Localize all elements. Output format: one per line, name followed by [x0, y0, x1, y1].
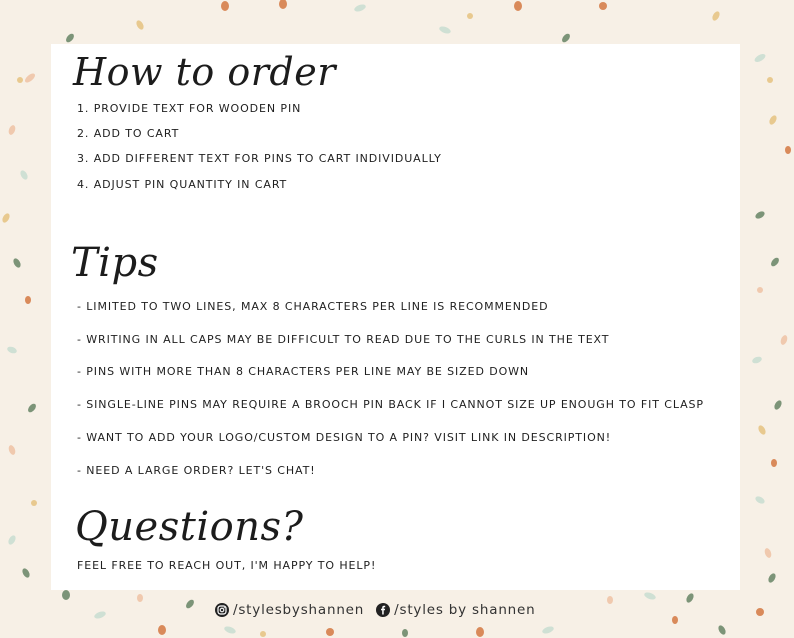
instagram-handle: /stylesbyshannen	[233, 602, 365, 618]
order-step: 2. ADD TO CART	[77, 127, 180, 140]
facebook-icon	[376, 603, 390, 617]
instagram-link[interactable]	[215, 602, 364, 618]
tip-item: - SINGLE-LINE PINS MAY REQUIRE A BROOCH PIN BACK IF I CANNOT SIZE UP ENOUGH TO FIT CLASP	[77, 398, 704, 411]
facebook-link[interactable]	[376, 602, 535, 618]
order-step: 3. ADD DIFFERENT TEXT FOR PINS TO CART INDIVIDUALLY	[77, 152, 442, 165]
tip-item: - PINS WITH MORE THAN 8 CHARACTERS PER LINE MAY BE SIZED DOWN	[77, 365, 530, 378]
questions-heading: Questions?	[75, 504, 304, 550]
social-footer	[215, 602, 536, 618]
instagram-icon	[215, 603, 229, 617]
tips-heading: Tips	[71, 240, 159, 286]
order-heading: How to order	[73, 50, 336, 94]
facebook-handle: /styles by shannen	[394, 602, 536, 618]
tip-item: - NEED A LARGE ORDER? LET'S CHAT!	[77, 464, 316, 477]
tip-item: - WANT TO ADD YOUR LOGO/CUSTOM DESIGN TO A PIN? VISIT LINK IN DESCRIPTION!	[77, 431, 612, 444]
questions-text: FEEL FREE TO REACH OUT, I'M HAPPY TO HELP!	[77, 559, 377, 572]
order-step: 4. ADJUST PIN QUANTITY IN CART	[77, 178, 288, 191]
tip-item: - WRITING IN ALL CAPS MAY BE DIFFICULT TO READ DUE TO THE CURLS IN THE TEXT	[77, 333, 610, 346]
order-step: 1. PROVIDE TEXT FOR WOODEN PIN	[77, 102, 302, 115]
content-card	[51, 44, 740, 590]
tip-item: - LIMITED TO TWO LINES, MAX 8 CHARACTERS PER LINE IS RECOMMENDED	[77, 300, 549, 313]
